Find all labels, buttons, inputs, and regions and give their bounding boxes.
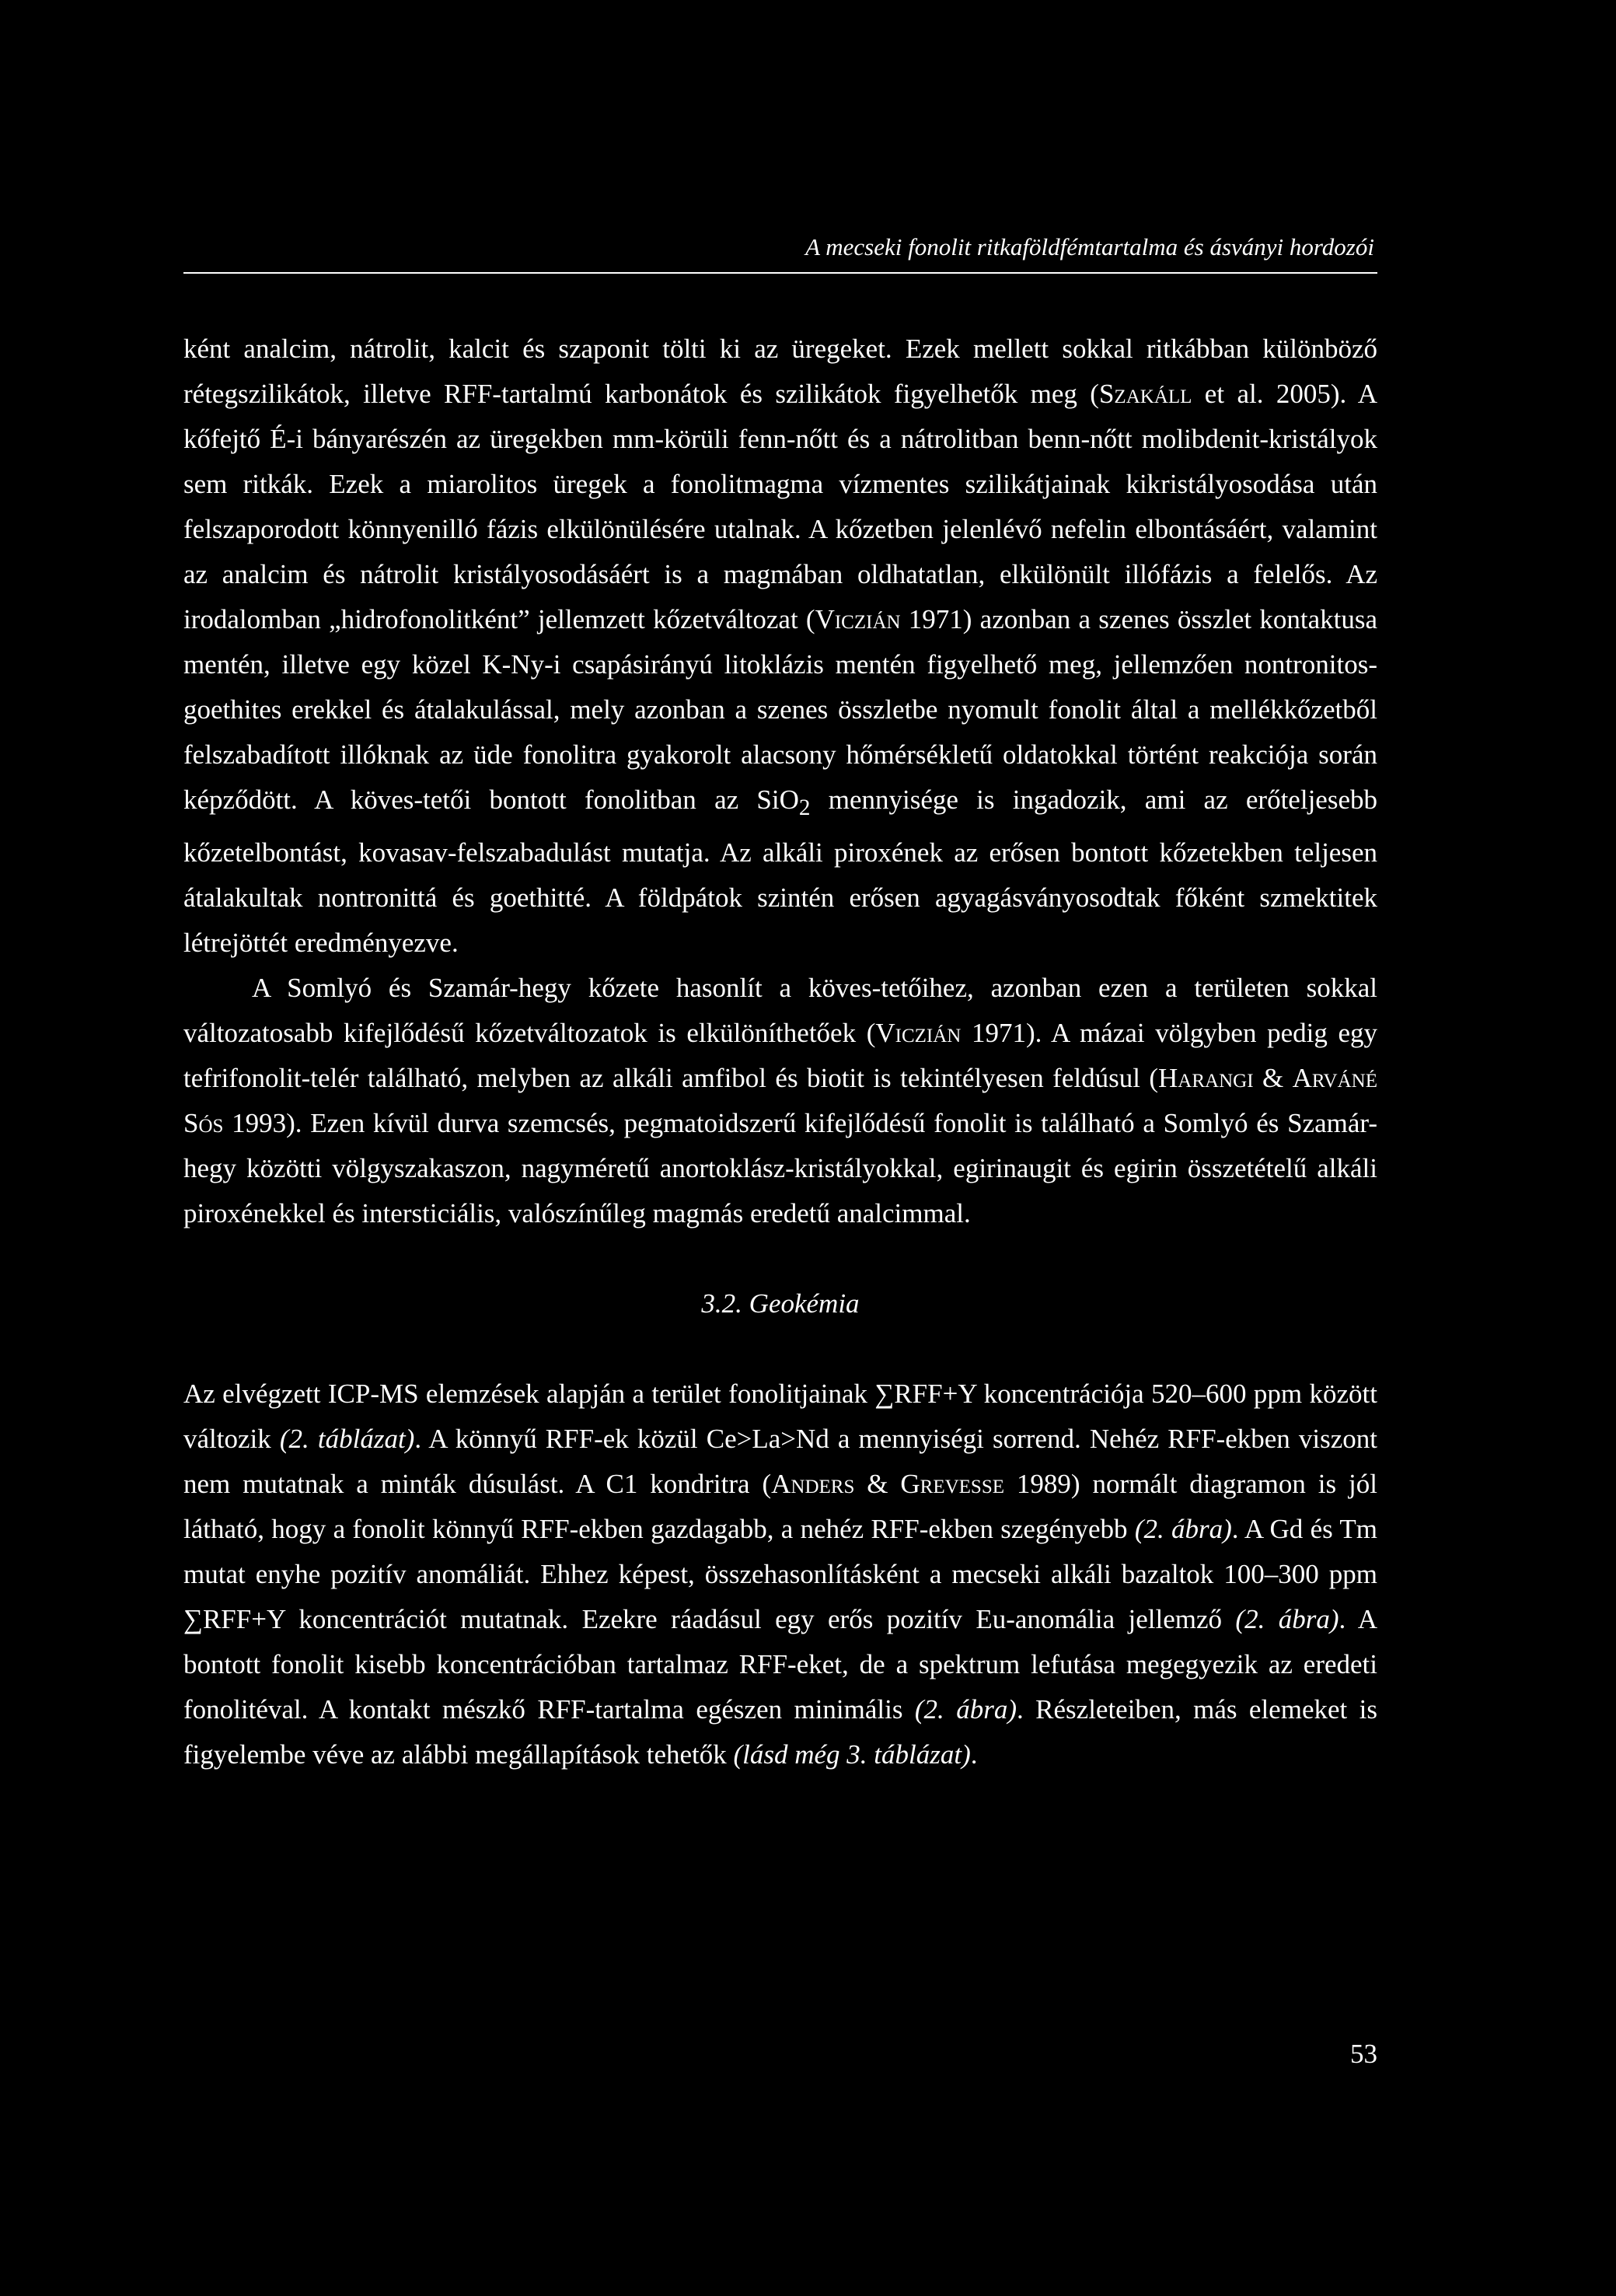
- p3-text-5: . A bontott fonolit kisebb koncentrációban tartalmaz RFF-eket, de a spektrum lefutása megegyezik az eredeti fonolitéval. A kontakt mészkő RFF-tartalma egészen minimális: [183, 1604, 1377, 1725]
- p3-text-6: . Részleteiben, más elemeket is figyelembe véve az alábbi megállapítások tehetők: [183, 1694, 1377, 1770]
- section-heading: 3.2. Geokémia: [701, 1288, 860, 1319]
- p3-text-7: .: [970, 1739, 978, 1770]
- p2-text-3: 1993). Ezen kívül durva szemcsés, pegmatoidszerű kifejlődésű fonolit is található a Somlyó és Szamár-hegy közötti völgyszakaszon, nagyméretű anortoklász-kristályokkal, egirinaugit és egirin összetételű alkáli piroxénekkel és intersticiális, valószínűleg magmás eredetű analcimmal.: [183, 1108, 1377, 1228]
- author-reference: Szakáll: [1098, 379, 1192, 409]
- author-reference: Arváné Sós: [183, 1063, 1377, 1138]
- paragraph-3: [183, 1372, 1377, 1777]
- running-head: A mecseki fonolit ritkaföldfémtartalma és ásványi hordozói: [805, 233, 1374, 260]
- body-text: [183, 327, 1377, 1777]
- author-reference: Grevesse: [900, 1469, 1005, 1499]
- paragraph-2: [183, 966, 1377, 1236]
- subscript-2: 2: [798, 795, 811, 820]
- p3-text-4: . A Gd és Tm mutat enyhe pozitív anomáliát. Ehhez képest, összehasonlításként a mecseki alkáli bazaltok 100–300 ppm ∑RFF+Y koncentrációt mutatnak. Ezekre ráadásul egy erős pozitív Eu-anomália jellemző: [183, 1514, 1377, 1634]
- header-rule: [183, 272, 1377, 274]
- p1-text-4: mennyisége is ingadozik, ami az erőteljesebb kőzetelbontást, kovasav-felszabadulást mutatja. Az alkáli piroxének az erősen bontott kőzetekben teljesen átalakultak nontronittá és goethitté. A földpátok szintén erősen agyagásványosodtak főként szmektitek létrejöttét eredményezve.: [183, 785, 1377, 958]
- author-reference: Anders: [771, 1469, 855, 1499]
- paragraph-1: [183, 327, 1377, 966]
- p2-text-1: A Somlyó és Szamár-hegy kőzete hasonlít a köves-tetőihez, azonban ezen a területen sokkal változatosabb kifejlődésű kőzetváltozatok is elkülöníthetőek (: [183, 973, 1377, 1048]
- table-reference: (2. táblázat): [279, 1424, 415, 1454]
- ampersand: &: [1253, 1063, 1293, 1093]
- p3-text-1: Az elvégzett ICP-MS elemzések alapján a terület fonolitjainak ∑RFF+Y koncentrációja 520–600 ppm között változik: [183, 1379, 1377, 1454]
- p3-text-3: 1989) normált diagramon is jól látható, hogy a fonolit könnyű RFF-ekben gazdagabb, a nehéz RFF-ekben szegényebb: [183, 1469, 1377, 1544]
- p1-text-2: et al. 2005). A kőfejtő É-i bányarészén az üregekben mm-körüli fenn-nőtt és a nátrolitban benn-nőtt molibdenit-kristályok sem ritkák. Ezek a miarolitos üregek a fonolitmagma vízmentes szilikátjainak kikristályosodása után felszaporodott könnyenilló fázis elkülönülésére utalnak. A kőzetben jelenlévő nefelin elbontásáért, valamint az analcim és nátrolit kristályosodásáért is a magmában oldhatatlan, elkülönült illófázis a felelős. Az irodalomban „hidrofonolitként” jellemzett kőzetváltozat (: [183, 379, 1377, 634]
- author-reference: Harangi: [1158, 1063, 1254, 1093]
- p3-text-2: . A könnyű RFF-ek közül Ce>La>Nd a mennyiségi sorrend. Nehéz RFF-ekben viszont nem mutatnak a minták dúsulást. A C1 kondritra (: [183, 1424, 1378, 1499]
- author-reference: Viczián: [875, 1018, 962, 1048]
- author-reference: Viczián: [815, 604, 901, 634]
- table-reference: (lásd még 3. táblázat): [733, 1739, 971, 1770]
- figure-reference: (2. ábra): [914, 1694, 1017, 1725]
- p1-text-3: 1971) azonban a szenes összlet kontaktusa mentén, illetve egy közel K-Ny-i csapásirányú litoklázis mentén figyelhető meg, jellemzően nontronitos-goethites erekkel és átalakulással, mely azonban a szenes összletbe nyomult fonolit által a mellékkőzetből felszabadított illóknak az üde fonolitra gyakorolt alacsony hőmérsékletű oldatokkal történt reakciója során képződött. A köves-tetői bontott fonolitban az SiO: [183, 604, 1377, 815]
- p1-text-1: ként analcim, nátrolit, kalcit és szaponit tölti ki az üregeket. Ezek mellett sokkal ritkábban különböző rétegszilikátok, illetve RFF-tartalmú karbonátok és szilikátok figyelhetők meg (: [183, 334, 1377, 409]
- figure-reference: (2. ábra): [1134, 1514, 1232, 1544]
- page-number: 53: [1350, 2039, 1377, 2069]
- ampersand: &: [854, 1469, 901, 1499]
- p2-text-2: 1971). A mázai völgyben pedig egy tefrifonolit-telér található, melyben az alkáli amfibol és biotit is tekintélyesen feldúsul (: [183, 1018, 1377, 1093]
- figure-reference: (2. ábra): [1235, 1604, 1339, 1634]
